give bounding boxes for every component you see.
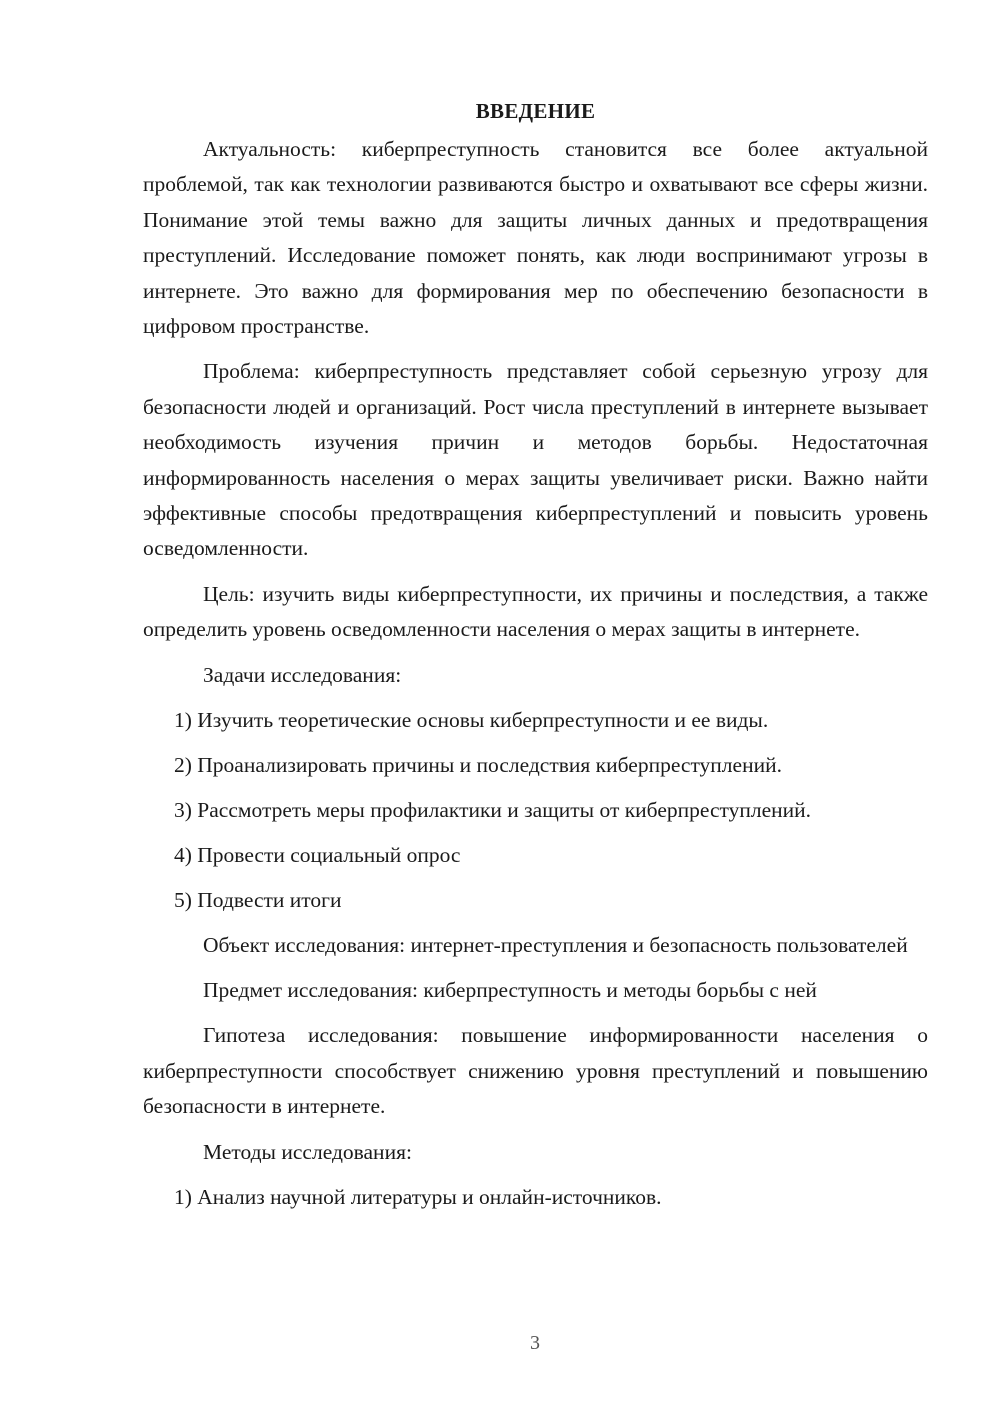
task-item-1: 1) Изучить теоретические основы киберпреступности и ее виды. xyxy=(174,708,769,733)
subject-paragraph: Предмет исследования: киберпреступность и методы борьбы с ней xyxy=(203,978,817,1003)
problem-paragraph: Проблема: киберпреступность представляет собой серьезную угрозу для безопасности людей и организаций. Рост числа преступлений в интернете вызывает необходимость изучения причин и методов борьбы. Недостаточная информированность населения о мерах защиты увеличивает риски. Важно найти эффективные способы предотвращения киберпреступлений и повысить уровень осведомленности. xyxy=(143,359,928,561)
page-number: 3 xyxy=(530,1332,540,1354)
methods-heading: Методы исследования: xyxy=(203,1139,412,1164)
page-content xyxy=(143,96,928,1225)
hypothesis-paragraph: Гипотеза исследования: повышение информированности населения о киберпреступности способствует снижению уровня преступлений и повышению безопасности в интернете. xyxy=(143,1023,928,1119)
task-item-2: 2) Проанализировать причины и последствия киберпреступлений. xyxy=(174,753,782,777)
task-item-5: 5) Подвести итоги xyxy=(174,887,342,912)
task-item-4: 4) Провести социальный опрос xyxy=(174,842,461,867)
object-paragraph: Объект исследования: интернет-преступления и безопасность пользователей xyxy=(203,932,908,957)
method-item-1: 1) Анализ научной литературы и онлайн-источников. xyxy=(174,1185,662,1210)
goal-paragraph: Цель: изучить виды киберпреступности, их причины и последствия, а также определить уровень осведомленности населения о мерах защиты в интернете. xyxy=(143,581,928,642)
page-title: ВВЕДЕНИЕ xyxy=(475,99,596,123)
relevance-paragraph: Актуальность: киберпреступность становится все более актуальной проблемой, так как технологии развиваются быстро и охватывают все сферы жизни. Понимание этой темы важно для защиты личных данных и предотвращения преступлений. Исследование поможет понять, как люди воспринимают угрозы в интернете. Это важно для формирования мер по обеспечению безопасности в цифровом пространстве. xyxy=(143,137,928,339)
tasks-heading: Задачи исследования: xyxy=(203,662,402,687)
task-item-3: 3) Рассмотреть меры профилактики и защиты от киберпреступлений. xyxy=(174,797,812,822)
